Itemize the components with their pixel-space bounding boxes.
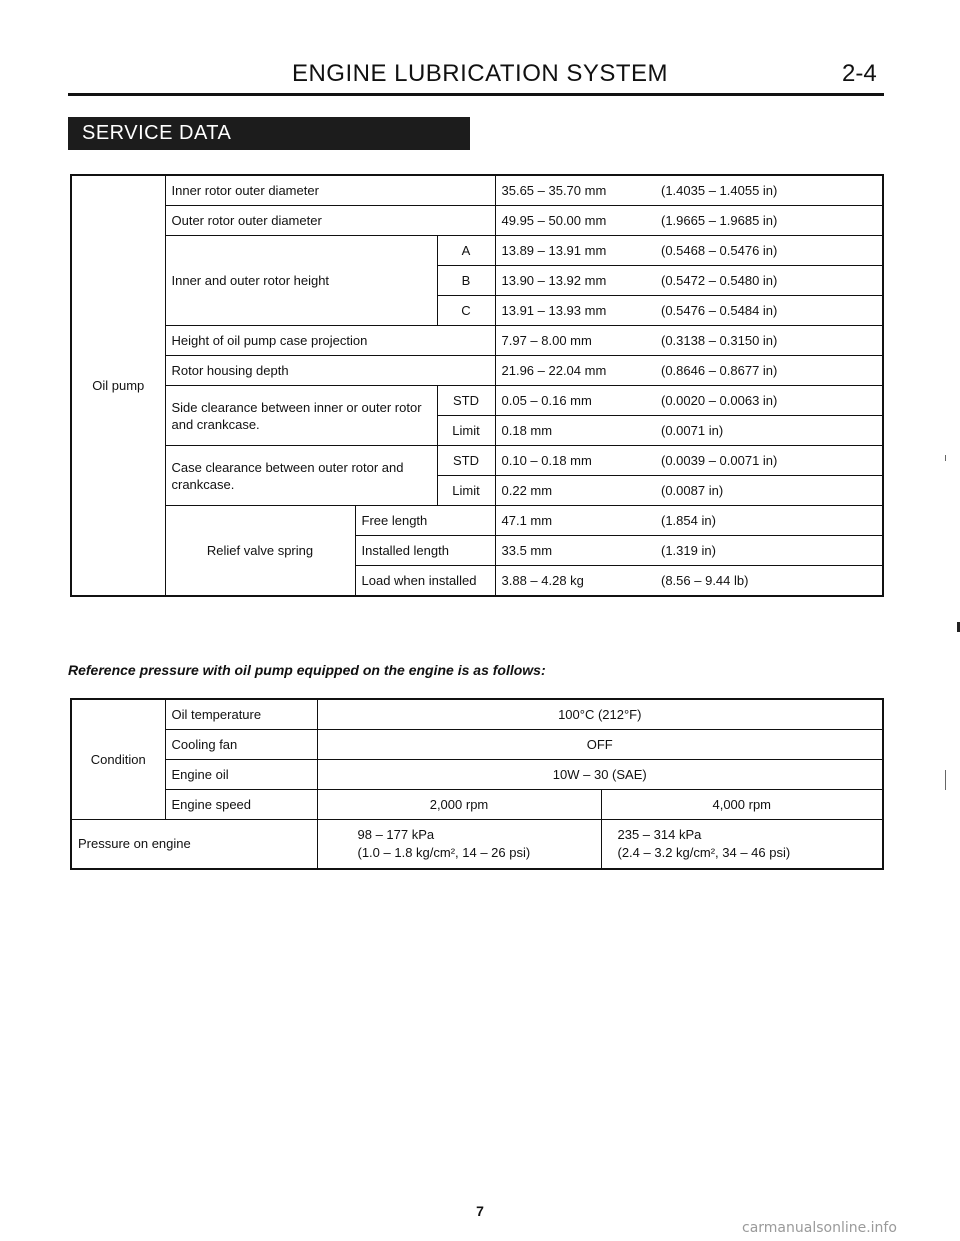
spec-metric: 0.22 mm: [495, 476, 655, 506]
spec-imperial: (0.0039 – 0.0071 in): [655, 446, 883, 476]
condition-item: Oil temperature: [165, 699, 317, 730]
condition-label: Condition: [71, 699, 165, 820]
spec-imperial: (0.0020 – 0.0063 in): [655, 386, 883, 416]
table-row: [71, 175, 883, 206]
table-row: [71, 730, 883, 760]
condition-item: Engine oil: [165, 760, 317, 790]
spec-label: Outer rotor outer diameter: [165, 206, 495, 236]
table-row: [71, 326, 883, 356]
service-data-table: [70, 174, 884, 597]
header-rule: [68, 93, 884, 96]
condition-item: Cooling fan: [165, 730, 317, 760]
table-row: [71, 506, 883, 536]
spec-grade: STD: [437, 446, 495, 476]
spec-imperial: (8.56 – 9.44 lb): [655, 566, 883, 597]
spec-label: Relief valve spring: [165, 506, 355, 597]
spec-metric: 0.10 – 0.18 mm: [495, 446, 655, 476]
spec-item: Load when installed: [355, 566, 495, 597]
spec-metric: 47.1 mm: [495, 506, 655, 536]
spec-grade: Limit: [437, 416, 495, 446]
table-row: [71, 386, 883, 416]
page-number: 2-4: [842, 60, 877, 87]
engine-speed-low: 2,000 rpm: [317, 790, 601, 820]
spec-grade: Limit: [437, 476, 495, 506]
spec-metric: 49.95 – 50.00 mm: [495, 206, 655, 236]
spec-grade: C: [437, 296, 495, 326]
spec-label: Inner rotor outer diameter: [165, 175, 495, 206]
reference-note: Reference pressure with oil pump equipped on the engine is as follows:: [68, 662, 546, 678]
spec-item: Free length: [355, 506, 495, 536]
page-title: ENGINE LUBRICATION SYSTEM: [291, 60, 669, 87]
spec-grade: A: [437, 236, 495, 266]
condition-value: 100°C (212°F): [317, 699, 883, 730]
spec-metric: 33.5 mm: [495, 536, 655, 566]
spec-metric: 7.97 – 8.00 mm: [495, 326, 655, 356]
spec-metric: 35.65 – 35.70 mm: [495, 175, 655, 206]
pressure-low-kpa: 98 – 177 kPa: [357, 827, 435, 842]
spec-metric: 13.91 – 13.93 mm: [495, 296, 655, 326]
scan-artifact: [945, 455, 946, 461]
spec-metric: 3.88 – 4.28 kg: [495, 566, 655, 597]
pressure-high-cell: [601, 820, 883, 870]
table-row: [71, 446, 883, 476]
table-row: [71, 699, 883, 730]
spec-imperial: (0.5468 – 0.5476 in): [655, 236, 883, 266]
spec-item: Installed length: [355, 536, 495, 566]
table-row: [71, 206, 883, 236]
engine-speed-high: 4,000 rpm: [601, 790, 883, 820]
spec-metric: 0.18 mm: [495, 416, 655, 446]
spec-grade: STD: [437, 386, 495, 416]
section-banner: SERVICE DATA: [68, 117, 470, 150]
spec-metric: 0.05 – 0.16 mm: [495, 386, 655, 416]
spec-metric: 13.89 – 13.91 mm: [495, 236, 655, 266]
table-row: [71, 760, 883, 790]
spec-imperial: (0.5476 – 0.5484 in): [655, 296, 883, 326]
spec-grade: B: [437, 266, 495, 296]
spec-label: Side clearance between inner or outer rotor and crankcase.: [165, 386, 437, 446]
spec-imperial: (1.854 in): [655, 506, 883, 536]
table-row: [71, 820, 883, 870]
table-row: [71, 790, 883, 820]
table-row: [71, 356, 883, 386]
pressure-low-alt: (1.0 – 1.8 kg/cm², 14 – 26 psi): [357, 845, 531, 860]
condition-value: 10W – 30 (SAE): [317, 760, 883, 790]
spec-metric: 21.96 – 22.04 mm: [495, 356, 655, 386]
spec-label: Rotor housing depth: [165, 356, 495, 386]
footer-page-number: 7: [476, 1203, 484, 1219]
pressure-low-cell: [317, 820, 601, 870]
spec-label: Inner and outer rotor height: [165, 236, 437, 326]
condition-value: OFF: [317, 730, 883, 760]
spec-imperial: (0.5472 – 0.5480 in): [655, 266, 883, 296]
table-row: [71, 236, 883, 266]
scan-artifact: [945, 770, 946, 790]
spec-imperial: (0.8646 – 0.8677 in): [655, 356, 883, 386]
spec-imperial: (0.0087 in): [655, 476, 883, 506]
pressure-high-alt: (2.4 – 3.2 kg/cm², 34 – 46 psi): [617, 845, 791, 860]
spec-label: Height of oil pump case projection: [165, 326, 495, 356]
pressure-high-kpa: 235 – 314 kPa: [617, 827, 702, 842]
spec-imperial: (1.9665 – 1.9685 in): [655, 206, 883, 236]
spec-imperial: (0.3138 – 0.3150 in): [655, 326, 883, 356]
watermark: carmanualsonline.info: [742, 1220, 897, 1236]
oil-pump-group-label: Oil pump: [71, 175, 165, 596]
spec-imperial: (0.0071 in): [655, 416, 883, 446]
spec-label: Case clearance between outer rotor and crankcase.: [165, 446, 437, 506]
condition-item: Engine speed: [165, 790, 317, 820]
spec-imperial: (1.4035 – 1.4055 in): [655, 175, 883, 206]
pressure-label: Pressure on engine: [71, 820, 317, 870]
spec-metric: 13.90 – 13.92 mm: [495, 266, 655, 296]
spec-imperial: (1.319 in): [655, 536, 883, 566]
reference-pressure-table: [70, 698, 884, 870]
